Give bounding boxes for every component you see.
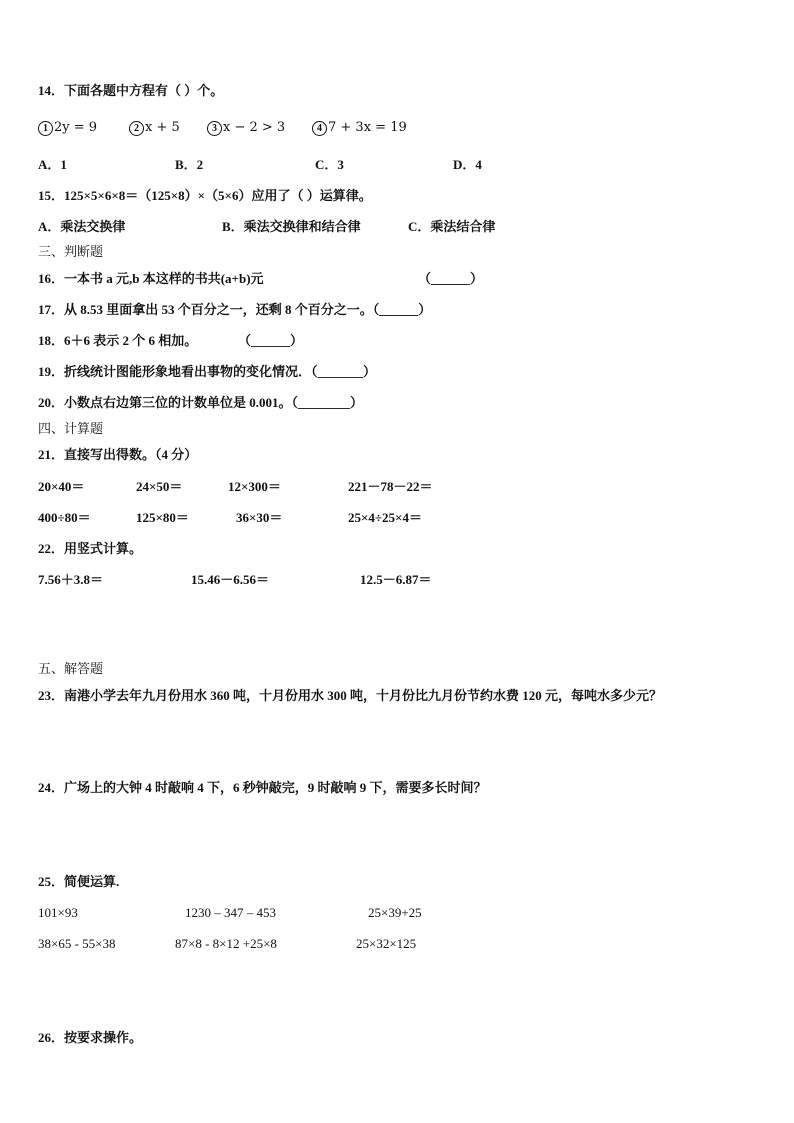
question-14-stem: 14．下面各题中方程有（ ）个。 <box>38 83 224 98</box>
question-18 <box>38 333 304 349</box>
q25-item: 87×8 - 8×12 +25×8 <box>175 936 277 951</box>
section-3-title: 三、判断题 <box>38 244 104 259</box>
q21-item: 25×4÷25×4＝ <box>348 510 422 525</box>
question-19: 19．折线统计图能形象地看出事物的变化情况．（_______） <box>38 364 377 379</box>
section-4-title: 四、计算题 <box>38 421 104 436</box>
q14-option-b: B．2 <box>175 157 204 172</box>
q25-item: 25×32×125 <box>356 936 417 951</box>
q14-item-1 <box>38 119 97 136</box>
q18-text: 18．6＋6 表示 2 个 6 相加。 <box>38 333 198 348</box>
q14-item-1-expr: 2y = 9 <box>54 120 98 135</box>
question-21-stem: 21．直接写出得数。（4 分） <box>38 447 198 462</box>
q21-item: 36×30＝ <box>236 510 283 525</box>
q21-item: 221－78－22＝ <box>348 479 433 494</box>
question-16 <box>38 271 484 287</box>
question-22-stem: 22．用竖式计算。 <box>38 541 143 556</box>
q15-option-a: A．乘法交换律 <box>38 219 126 234</box>
question-25-stem: 25．简便运算. <box>38 874 120 889</box>
q14-item-3 <box>207 119 285 136</box>
q15-option-c: C．乘法结合律 <box>408 219 496 234</box>
question-23: 23．南港小学去年九月份用水 360 吨，十月份用水 300 吨，十月份比九月份节约水费 120 元，每吨水多少元？ <box>38 688 663 703</box>
q25-item: 25×39+25 <box>368 905 422 920</box>
q22-item: 7.56＋3.8＝ <box>38 572 104 587</box>
circled-number-3-icon: 3 <box>207 121 222 136</box>
section-5-title: 五、解答题 <box>38 661 104 676</box>
q16-text: 16．一本书 a 元,b 本这样的书共(a+b)元 <box>38 271 264 286</box>
q14-option-c: C．3 <box>315 157 344 172</box>
question-20: 20．小数点右边第三位的计数单位是 0.001。（________） <box>38 395 364 410</box>
question-24: 24．广场上的大钟 4 时敲响 4 下，6 秒钟敲完，9 时敲响 9 下，需要多长时间？ <box>38 780 487 795</box>
question-15-stem: 15．125×5×6×8＝（125×8）×（5×6）应用了（ ）运算律。 <box>38 188 372 203</box>
q25-item: 101×93 <box>38 905 78 920</box>
q14-option-a: A．1 <box>38 157 67 172</box>
q14-item-3-expr: x − 2 > 3 <box>223 120 286 135</box>
q21-item: 12×300＝ <box>228 479 281 494</box>
circled-number-4-icon: 4 <box>312 121 327 136</box>
q22-item: 12.5－6.87＝ <box>360 572 432 587</box>
q14-item-2-expr: x + 5 <box>145 120 180 135</box>
q22-item: 15.46－6.56＝ <box>191 572 270 587</box>
q14-item-4-expr: 7 + 3x = 19 <box>328 120 407 135</box>
q16-answer-blank[interactable]: （______） <box>418 271 484 286</box>
q14-item-2 <box>129 119 180 136</box>
q21-item: 20×40＝ <box>38 479 85 494</box>
question-17: 17．从 8.53 里面拿出 53 个百分之一，还剩 8 个百分之一。（______） <box>38 302 432 317</box>
q25-item: 1230 – 347 – 453 <box>185 905 276 920</box>
circled-number-1-icon: 1 <box>38 121 53 136</box>
q21-item: 24×50＝ <box>136 479 183 494</box>
q21-item: 125×80＝ <box>136 510 189 525</box>
q14-item-4 <box>312 119 407 136</box>
q14-option-d: D．4 <box>453 157 482 172</box>
q18-answer-blank[interactable]: （______） <box>238 333 304 348</box>
q21-item: 400÷80＝ <box>38 510 91 525</box>
q25-item: 38×65 - 55×38 <box>38 936 116 951</box>
question-26: 26．按要求操作。 <box>38 1030 143 1045</box>
circled-number-2-icon: 2 <box>129 121 144 136</box>
q15-option-b: B．乘法交换律和结合律 <box>222 219 361 234</box>
